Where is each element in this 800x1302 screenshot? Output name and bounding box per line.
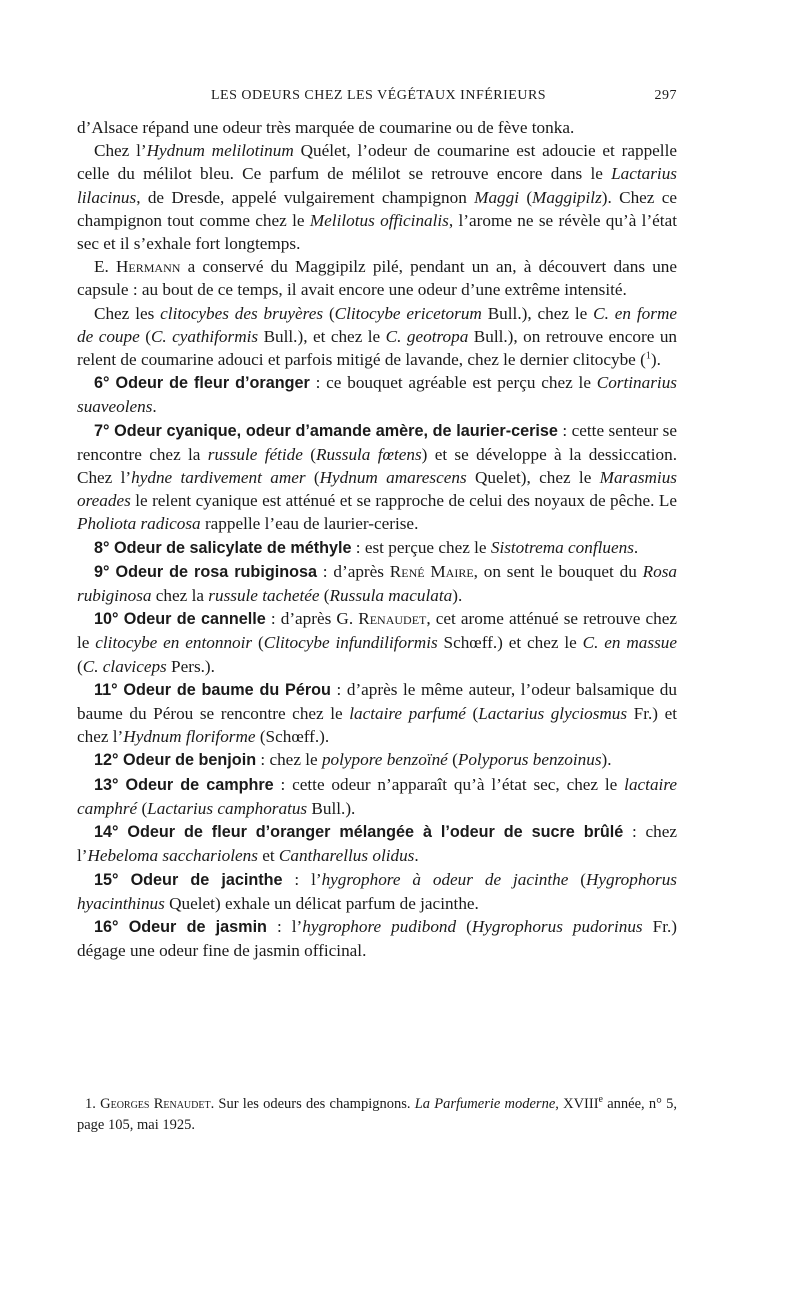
paragraph <box>77 820 677 867</box>
text-run: ). <box>650 350 661 370</box>
italic-text: lactaire camphré <box>77 774 677 818</box>
paragraph <box>77 371 677 418</box>
superscript: e <box>598 1094 603 1106</box>
footnote <box>77 1094 677 1136</box>
italic-text: Sistotrema confluens <box>490 537 634 557</box>
italic-text: C. cyathiformis <box>150 326 259 346</box>
italic-text: Clitocybe infundiliformis <box>263 633 438 653</box>
text-run: Bull.), et chez le <box>258 326 386 346</box>
text-run: ( <box>137 798 148 818</box>
italic-text: clitocybe en entonnoir <box>95 633 253 653</box>
italic-text: La Parfumerie moderne <box>414 1096 556 1112</box>
text-run: : d’après le même auteur, l’odeur balsamique du baume du Pérou se rencontre chez le <box>77 679 677 724</box>
italic-text: hydne tardivement amer <box>131 468 306 488</box>
text-run: ( <box>319 586 330 606</box>
paragraph <box>77 419 677 536</box>
text-run: ). <box>601 750 612 770</box>
text-run: a conservé du Maggipilz pilé, pendant un an, à découvert dans une capsule : au bout de ce temps, il avait encore une odeur d’une extrême intensité. <box>77 257 678 300</box>
text-run: : cette senteur se rencontre chez la <box>77 420 677 464</box>
italic-text: Hygrophorus hyacinthinus <box>77 869 677 913</box>
text-run: d’Alsace répand une odeur très marquée de coumarine ou de fève tonka. <box>77 118 575 137</box>
text-run: , XVIII <box>555 1096 599 1112</box>
section-heading: 16° Odeur de jasmin <box>94 917 267 936</box>
text-run: ). <box>452 586 463 606</box>
text-run: . <box>633 537 639 557</box>
italic-text: C. claviceps <box>82 656 167 676</box>
text-run: : l’ <box>282 869 322 889</box>
body-text <box>77 116 677 962</box>
text-run: ) et se développe à la dessiccation. Chez l’ <box>77 444 677 488</box>
italic-text: Hydnum melilotinum <box>146 141 294 161</box>
paragraph <box>77 536 677 560</box>
text-run: ( <box>456 916 472 936</box>
paragraph <box>77 139 677 255</box>
text-run: chez la <box>151 586 209 606</box>
text-run: et <box>257 846 279 866</box>
italic-text: Polyporus benzoinus <box>457 750 602 770</box>
text-run: . <box>152 397 157 417</box>
italic-text: C. en massue <box>582 633 677 653</box>
footnotes <box>77 1094 677 1136</box>
italic-text: lactaire parfumé <box>349 704 466 724</box>
running-title: LES ODEURS CHEZ LES VÉGÉTAUX INFÉRIEURS <box>211 88 547 103</box>
author-name: Georges Renaudet <box>100 1096 211 1112</box>
italic-text: C. geotropa <box>385 326 469 346</box>
italic-text: Hygrophorus pudorinus <box>471 916 643 936</box>
paragraph <box>77 560 677 607</box>
text-run: : chez le <box>256 750 322 770</box>
text-run: ( <box>302 444 316 464</box>
text-run: rappelle l’eau de laurier-cerise. <box>200 514 419 534</box>
text-run: Quelet), chez le <box>466 468 600 488</box>
section-heading: 12° Odeur de benjoin <box>94 751 257 770</box>
paragraph <box>77 748 677 772</box>
italic-text: Lactarius camphoratus <box>147 798 308 818</box>
text-run: : d’après G. <box>265 609 359 629</box>
text-run: Fr.) et chez l’ <box>77 704 678 747</box>
italic-text: Maggi <box>474 187 519 207</box>
section-heading: 10° Odeur de cannelle <box>94 610 266 629</box>
paragraph <box>77 302 677 372</box>
text-run: Chez l’ <box>94 141 147 161</box>
text-run: , l’arome ne se révèle qu’à l’état sec et il s’exhale fort longtemps. <box>77 210 677 254</box>
text-run: : ce bouquet agréable est perçu chez le <box>309 373 597 393</box>
text-run: ( <box>305 468 320 488</box>
text-run: ( <box>252 633 264 653</box>
text-run: , cet arome atténué se retrouve chez le <box>77 609 677 653</box>
italic-text: hygrophore à odeur de jacinthe <box>321 869 569 889</box>
section-heading: 11° Odeur de baume du Pérou <box>94 680 331 699</box>
text-run: Chez les <box>94 303 161 323</box>
section-heading: 15° Odeur de jacinthe <box>94 870 283 889</box>
paragraph <box>77 678 677 749</box>
italic-text: Rosa rubiginosa <box>77 561 677 606</box>
italic-text: Clitocybe ericetorum <box>334 303 482 323</box>
paragraph <box>77 607 677 678</box>
section-heading: 7° Odeur cyanique, odeur d’amande amère, de laurier-cerise <box>94 421 558 440</box>
text-run: Quélet, l’odeur de coumarine est adoucie et rappelle celle du mélilot bleu. Ce parfum de mélilot se retrouve encore dans le <box>77 141 677 184</box>
text-run: , on sent le bouquet du <box>473 561 643 581</box>
text-run: Bull.). <box>307 798 356 818</box>
italic-text: C. en forme de coupe <box>77 303 677 346</box>
italic-text: Russula fœtens <box>315 444 422 464</box>
text-run: Fr.) dégage une odeur fine de jasmin officinal. <box>77 916 677 961</box>
italic-text: Hydnum floriforme <box>123 727 256 747</box>
section-heading: 13° Odeur de camphre <box>94 775 274 794</box>
italic-text: Russula maculata <box>329 586 453 606</box>
text-run: , de Dresde, appelé vulgairement champignon <box>136 187 475 207</box>
italic-text: Melilotus officinalis <box>309 210 449 230</box>
text-run: ( <box>139 326 151 346</box>
italic-text: polypore benzoïné <box>321 750 448 770</box>
italic-text: Maggipilz <box>532 187 602 207</box>
text-run: : l’ <box>266 916 303 936</box>
paragraph <box>77 773 677 820</box>
author-name: Hermann <box>115 257 181 277</box>
italic-text: clitocybes des bruyères <box>160 303 324 323</box>
author-name: René Maire <box>389 561 474 581</box>
text-run: Quelet) exhale un délicat parfum de jacinthe. <box>164 893 479 913</box>
paragraph <box>77 255 677 301</box>
italic-text: Marasmius oreades <box>77 468 677 511</box>
text-run: le relent cyanique est atténué et se rapproche de celui des noyaux de pêche. Le <box>130 491 677 511</box>
italic-text: Hydnum amarescens <box>319 468 467 488</box>
page-number: 297 <box>654 88 677 103</box>
paragraph <box>77 915 677 962</box>
author-name: Renaudet <box>358 609 427 629</box>
text-run: Bull.), on retrouve encore un relent de coumarine adouci et parfois mitigé de lavande, chez le dernier clitocybe ( <box>77 326 678 370</box>
text-run: Schœff.) et chez le <box>437 633 583 653</box>
section-heading: 9° Odeur de rosa rubiginosa <box>94 562 317 581</box>
italic-text: hygrophore pudibond <box>302 916 457 936</box>
text-run: ( <box>447 750 458 770</box>
superscript: 1 <box>645 350 651 362</box>
page-header <box>77 86 677 108</box>
text-run: ( <box>77 656 83 676</box>
text-run: . Sur les odeurs des champignons. <box>210 1096 415 1112</box>
text-run: 1. <box>85 1096 101 1112</box>
italic-text: russule fétide <box>207 444 303 464</box>
section-heading: 8° Odeur de salicylate de méthyle <box>94 538 352 557</box>
italic-text: Lactarius glyciosmus <box>478 704 628 724</box>
italic-text: Cantharellus olidus <box>278 846 415 866</box>
text-run: : d’après <box>317 561 390 581</box>
text-run: ( <box>323 303 335 323</box>
text-run: . <box>414 846 419 866</box>
section-heading: 14° Odeur de fleur d’oranger mélangée à l’odeur de sucre brûlé <box>94 823 624 842</box>
text-run: ). Chez ce champignon tout comme chez le <box>77 187 678 230</box>
text-run: E. <box>94 257 116 277</box>
text-run: : cette odeur n’apparaît qu’à l’état sec, chez le <box>273 774 625 794</box>
text-run: année, n° 5, page 105, mai 1925. <box>77 1096 678 1133</box>
text-run: Bull.), chez le <box>481 303 594 323</box>
text-run: Pers.). <box>166 656 215 676</box>
italic-text: Lactarius lilacinus <box>77 164 677 207</box>
paragraph <box>77 116 677 139</box>
italic-text: Pholiota radicosa <box>77 514 201 534</box>
paragraph <box>77 868 677 915</box>
text-run: : chez l’ <box>77 822 677 866</box>
italic-text: Hebeloma sacchariolens <box>87 846 258 866</box>
text-run: ( <box>568 869 586 889</box>
text-run: ( <box>465 704 479 724</box>
text-run: : est perçue chez le <box>351 537 491 557</box>
italic-text: Cortinarius suaveolens <box>77 373 677 417</box>
text-run: (Schœff.). <box>255 727 330 747</box>
italic-text: russule tachetée <box>208 586 320 606</box>
section-heading: 6° Odeur de fleur d’oranger <box>94 374 310 393</box>
text-run: ( <box>519 187 533 207</box>
